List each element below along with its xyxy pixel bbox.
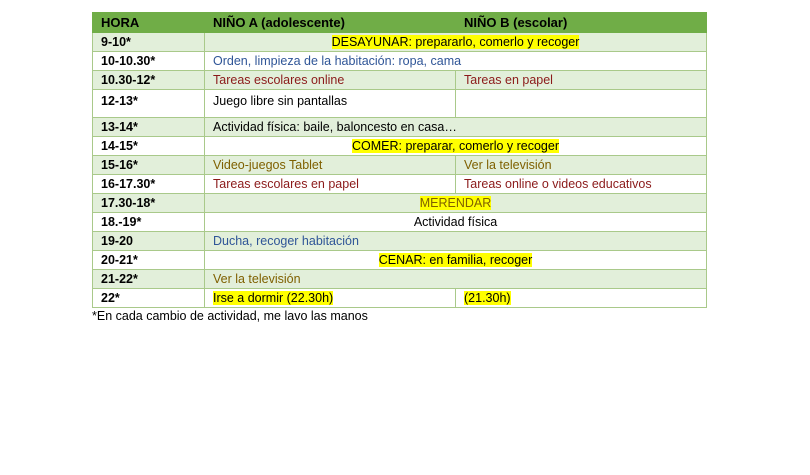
activity-b-cell: Ver la televisión	[456, 156, 707, 175]
footnote: *En cada cambio de actividad, me lavo las manos	[92, 309, 368, 323]
table-row	[93, 156, 707, 175]
hora-cell: 19-20	[93, 232, 205, 251]
activity-a-cell: Tareas escolares online	[205, 71, 456, 90]
header-nino-a: NIÑO A (adolescente)	[205, 13, 456, 33]
header-nino-b: NIÑO B (escolar)	[456, 13, 707, 33]
activity-b-cell	[456, 90, 707, 118]
shared-activity-cell	[205, 33, 707, 52]
shared-activity-cell	[205, 194, 707, 213]
schedule-table	[92, 12, 707, 308]
activity-b-cell	[456, 289, 707, 308]
hora-cell: 15-16*	[93, 156, 205, 175]
activity-a-cell: Juego libre sin pantallas	[205, 90, 456, 118]
activity-text: DESAYUNAR: prepararlo, comerlo y recoger	[331, 35, 580, 49]
hora-cell: 9-10*	[93, 33, 205, 52]
shared-activity-cell: Ducha, recoger habitación	[205, 232, 707, 251]
activity-a-cell: Video-juegos Tablet	[205, 156, 456, 175]
activity-text: CENAR: en familia, recoger	[378, 253, 533, 267]
hora-cell: 18.-19*	[93, 213, 205, 232]
table-row	[93, 251, 707, 270]
table-row	[93, 175, 707, 194]
hora-cell: 17.30-18*	[93, 194, 205, 213]
shared-activity-cell: Ver la televisión	[205, 270, 707, 289]
table-row	[93, 289, 707, 308]
table-row	[93, 90, 707, 118]
activity-text: MERENDAR	[419, 196, 492, 210]
table-row	[93, 52, 707, 71]
activity-text: Irse a dormir (22.30h)	[213, 291, 334, 305]
activity-text: COMER: preparar, comerlo y recoger	[351, 139, 559, 153]
shared-activity-cell	[205, 137, 707, 156]
hora-cell: 13-14*	[93, 118, 205, 137]
table-row	[93, 232, 707, 251]
activity-a-cell	[205, 289, 456, 308]
hora-cell: 21-22*	[93, 270, 205, 289]
hora-cell: 10-10.30*	[93, 52, 205, 71]
table-row	[93, 213, 707, 232]
activity-b-cell: Tareas en papel	[456, 71, 707, 90]
hora-cell: 22*	[93, 289, 205, 308]
table-row	[93, 194, 707, 213]
activity-b-cell: Tareas online o videos educativos	[456, 175, 707, 194]
shared-activity-cell: Orden, limpieza de la habitación: ropa, cama	[205, 52, 707, 71]
table-row	[93, 137, 707, 156]
header-hora: HORA	[93, 13, 205, 33]
table-row	[93, 33, 707, 52]
hora-cell: 20-21*	[93, 251, 205, 270]
shared-activity-cell	[205, 251, 707, 270]
activity-a-cell: Tareas escolares en papel	[205, 175, 456, 194]
shared-activity-cell: Actividad física	[205, 213, 707, 232]
hora-cell: 14-15*	[93, 137, 205, 156]
shared-activity-cell: Actividad física: baile, baloncesto en casa…	[205, 118, 707, 137]
activity-text: (21.30h)	[464, 291, 511, 305]
table-row	[93, 71, 707, 90]
table-row	[93, 270, 707, 289]
hora-cell: 10.30-12*	[93, 71, 205, 90]
header-row	[93, 13, 707, 33]
table-row	[93, 118, 707, 137]
hora-cell: 12-13*	[93, 90, 205, 118]
hora-cell: 16-17.30*	[93, 175, 205, 194]
